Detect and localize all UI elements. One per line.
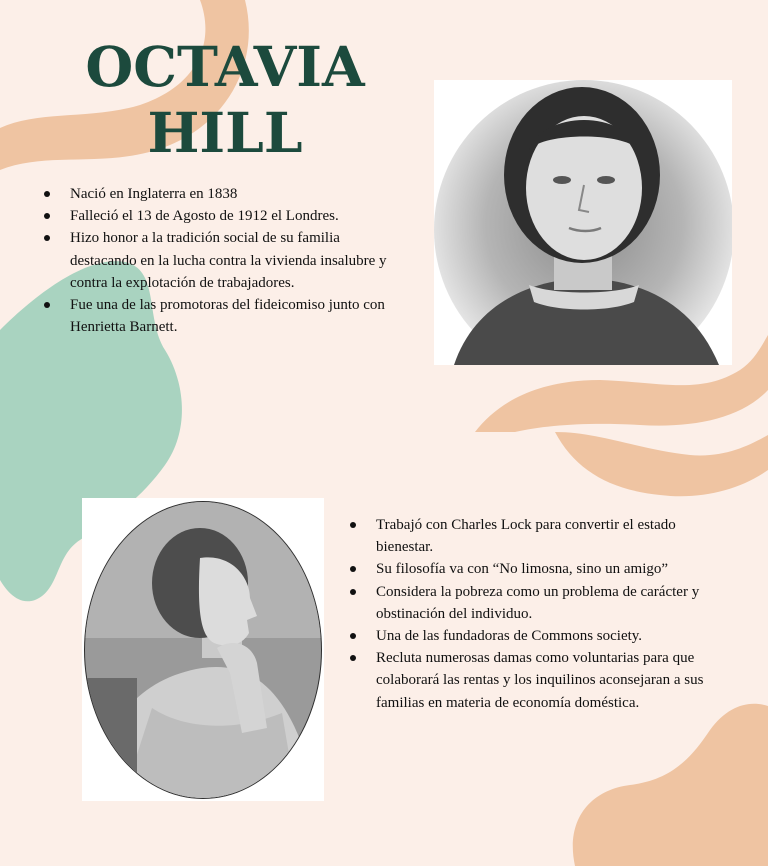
- portrait-oval-photo: [82, 498, 324, 801]
- list-item: Nació en Inglaterra en 1838: [42, 183, 402, 205]
- title-line-2: HILL: [147, 100, 303, 165]
- list-item: Trabajó con Charles Lock para convertir el estado bienestar.: [348, 514, 733, 558]
- list-item: Recluta numerosas damas como voluntarias para que colaborará las rentas y los inquilinos aconsejaran a sus familias en materia de economía doméstica.: [348, 647, 733, 714]
- portrait-henrietta-barnett: [82, 498, 324, 801]
- biography-list-bottom: [348, 514, 733, 714]
- peach-blob-bottom: [573, 704, 768, 866]
- list-item: Fue una de las promotoras del fideicomiso junto con Henrietta Barnett.: [42, 294, 402, 338]
- list-item: Falleció el 13 de Agosto de 1912 el Londres.: [42, 205, 402, 227]
- biography-list-top: [42, 183, 402, 338]
- title-line-1: OCTAVIA: [85, 34, 365, 99]
- list-item: Hizo honor a la tradición social de su familia destacando en la lucha contra la vivienda insalubre y contra la explotación de trabajadores.: [42, 227, 402, 294]
- list-item: Su filosofía va con “No limosna, sino un amigo”: [348, 558, 733, 580]
- portrait-octavia-hill: [434, 80, 732, 365]
- peach-wave-right-lower: [555, 432, 768, 496]
- list-item: Una de las fundadoras de Commons society.: [348, 625, 733, 647]
- list-item: Considera la pobreza como un problema de carácter y obstinación del individuo.: [348, 581, 733, 625]
- portrait-engraving-image: [434, 80, 732, 365]
- page-title: [70, 34, 380, 166]
